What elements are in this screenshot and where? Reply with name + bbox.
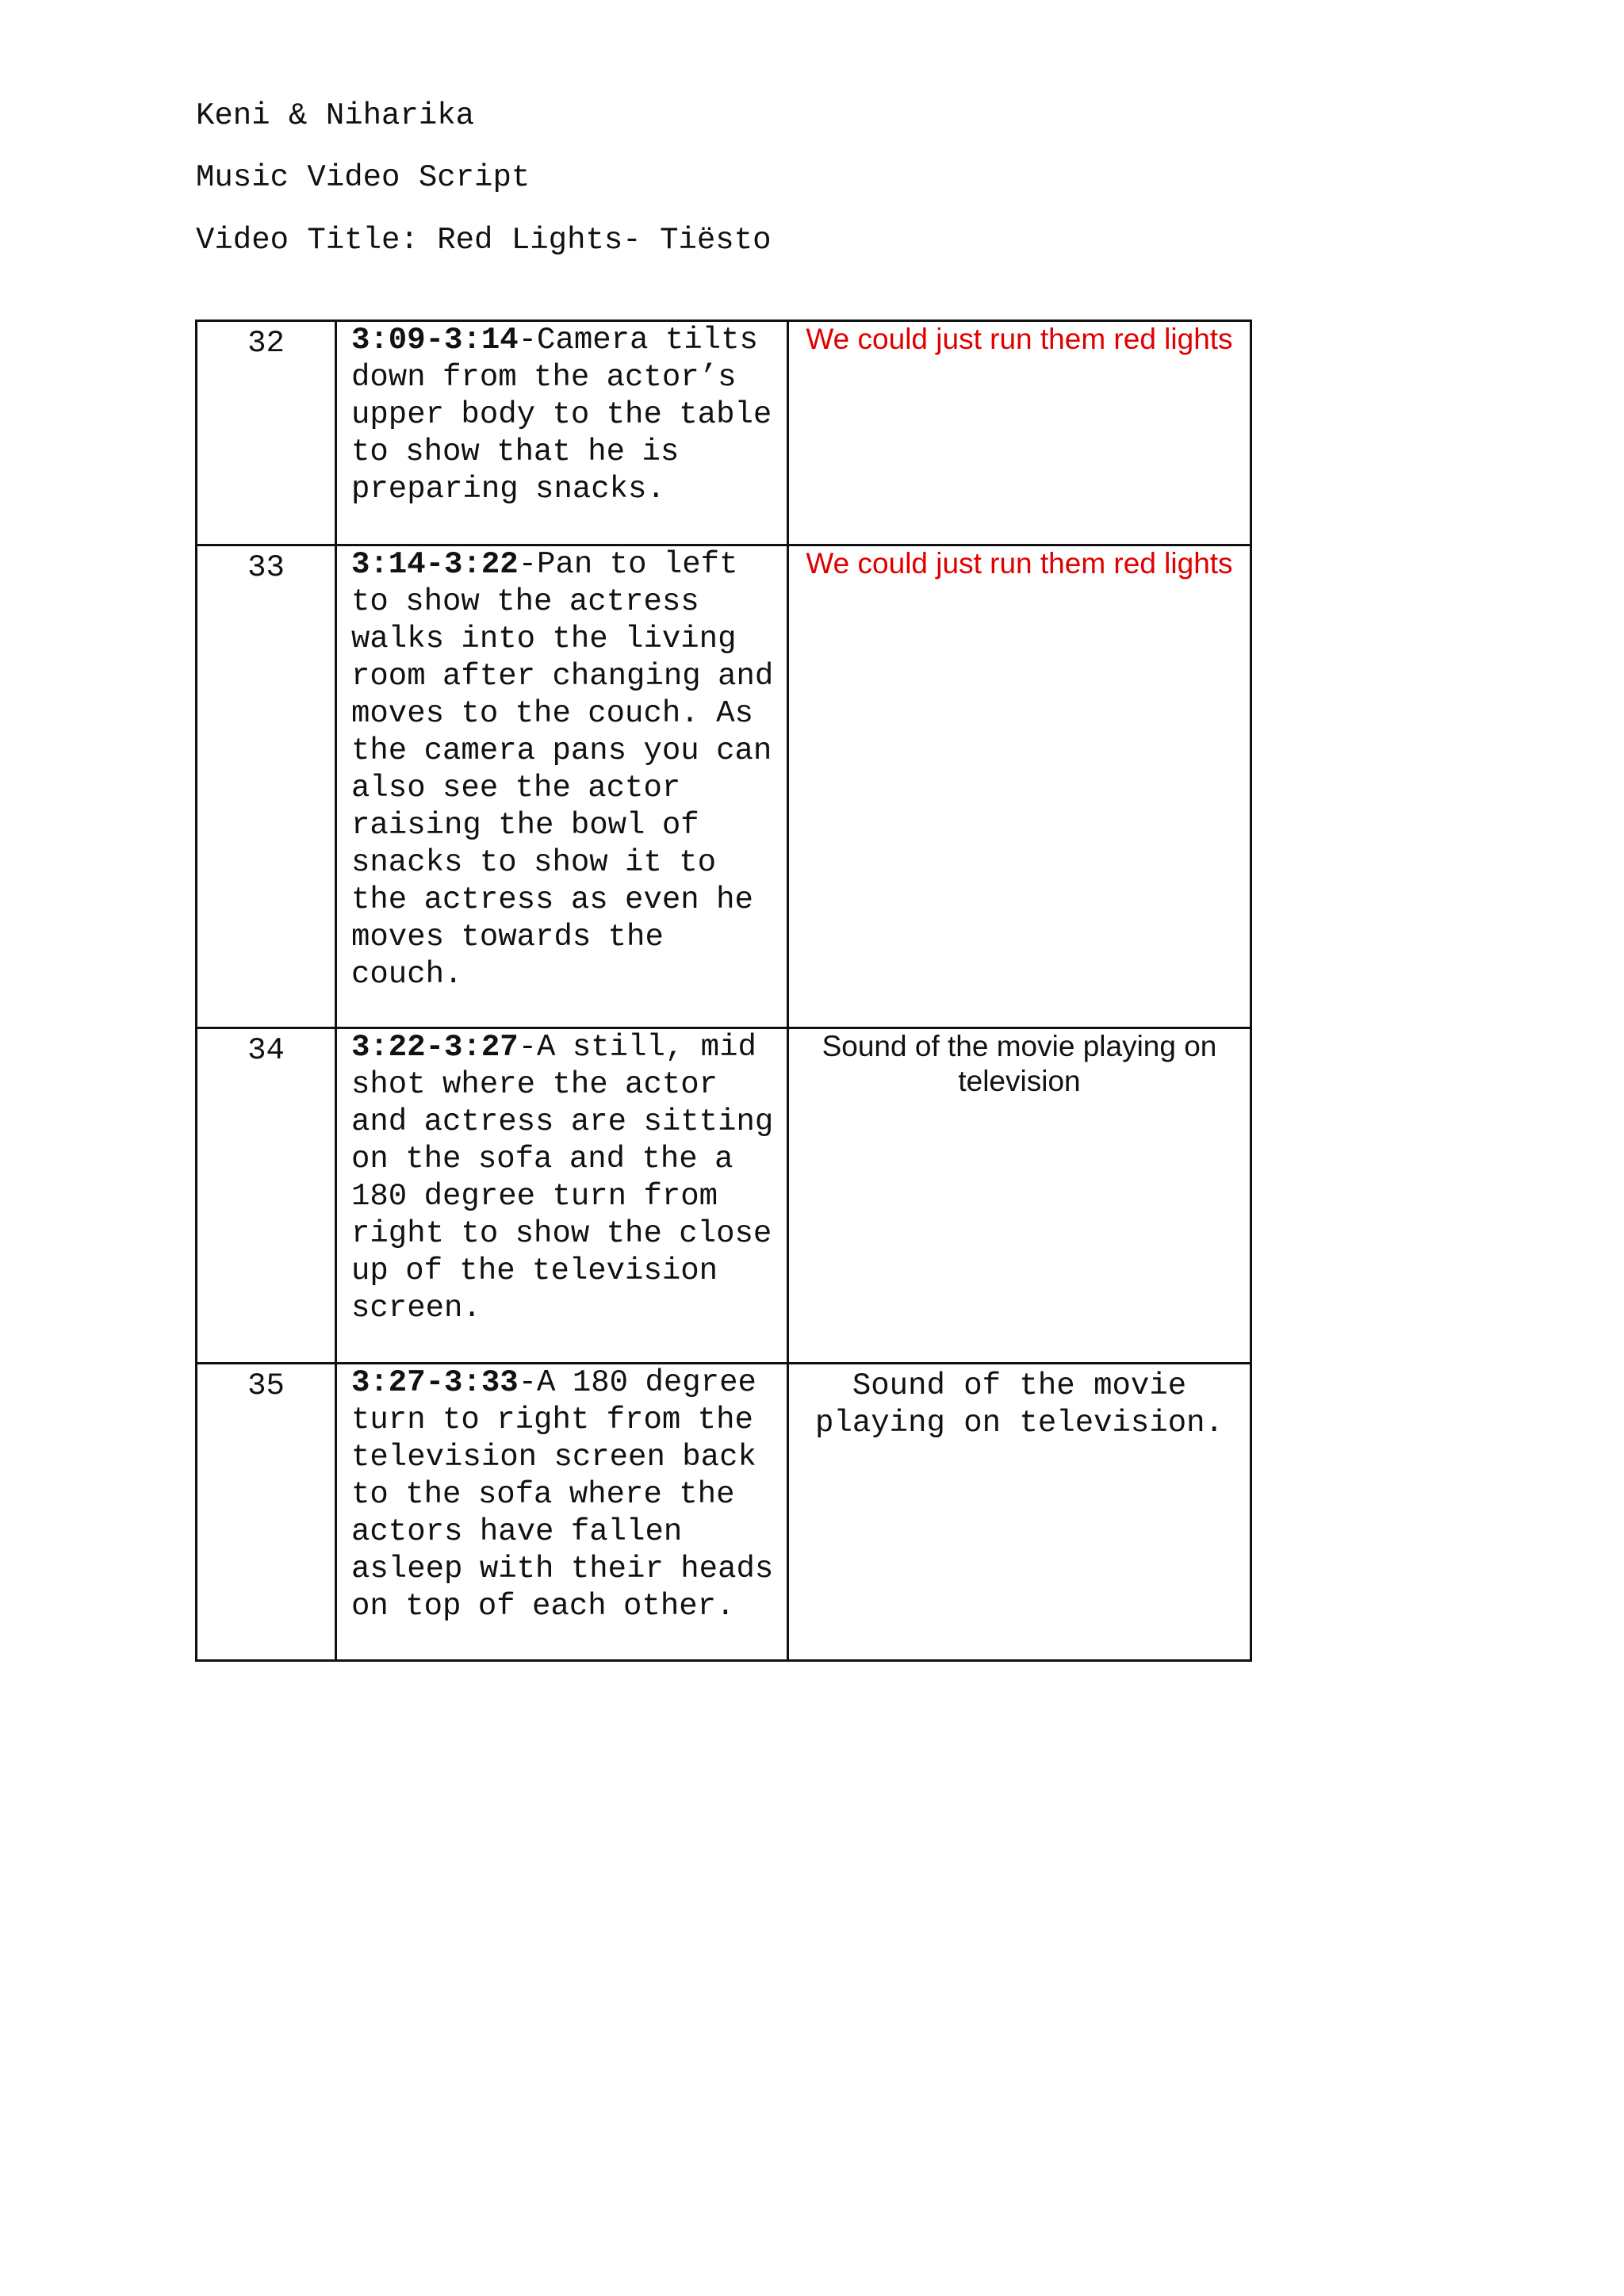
shot-description-text: -A 180 degree turn to right from the television screen back to the sofa where the actors have fallen asleep with their heads on top of each other. bbox=[351, 1365, 774, 1624]
shot-number: 32 bbox=[247, 326, 285, 361]
shot-description-text: -Camera tilts down from the actor’s upper body to the table to show that he is preparing snacks. bbox=[351, 323, 772, 507]
table-row bbox=[197, 1028, 1251, 1364]
shot-number: 33 bbox=[247, 550, 285, 585]
shot-description-cell bbox=[336, 1028, 788, 1364]
video-title-line: Video Title: Red Lights- Tiësto bbox=[196, 223, 772, 258]
script-table bbox=[195, 320, 1252, 1662]
shot-description bbox=[337, 1029, 787, 1327]
shot-number: 35 bbox=[247, 1368, 285, 1403]
table-row bbox=[197, 545, 1251, 1028]
audio-note: Sound of the movie playing on television bbox=[822, 1030, 1217, 1097]
audio-note: We could just run them red lights bbox=[806, 547, 1233, 580]
shot-description bbox=[337, 546, 787, 993]
authors-line: Keni & Niharika bbox=[196, 98, 475, 133]
audio-note-cell bbox=[788, 1364, 1251, 1661]
table-row bbox=[197, 1364, 1251, 1661]
shot-number-cell bbox=[197, 1028, 336, 1364]
shot-number-cell bbox=[197, 545, 336, 1028]
audio-note-cell bbox=[788, 1028, 1251, 1364]
audio-note: We could just run them red lights bbox=[806, 323, 1233, 355]
shot-description bbox=[337, 322, 787, 508]
shot-description-text: -Pan to left to show the actress walks into the living room after changing and moves to the couch. As the camera pans you can also see the actor raising the bowl of snacks to show it to the actress as even he moves towards the couch. bbox=[351, 547, 774, 992]
audio-note-cell bbox=[788, 545, 1251, 1028]
shot-description-cell bbox=[336, 321, 788, 545]
shot-timestamp: 3:14-3:22 bbox=[351, 547, 519, 582]
shot-description bbox=[337, 1364, 787, 1625]
table-row bbox=[197, 321, 1251, 545]
audio-note: Sound of the movie playing on television. bbox=[815, 1368, 1224, 1441]
shot-number: 34 bbox=[247, 1033, 285, 1068]
shot-timestamp: 3:09-3:14 bbox=[351, 323, 519, 358]
shot-timestamp: 3:22-3:27 bbox=[351, 1030, 519, 1065]
document-type-line: Music Video Script bbox=[196, 160, 530, 195]
shot-number-cell bbox=[197, 321, 336, 545]
audio-note-cell bbox=[788, 321, 1251, 545]
shot-description-cell bbox=[336, 545, 788, 1028]
shot-timestamp: 3:27-3:33 bbox=[351, 1365, 519, 1400]
shot-description-cell bbox=[336, 1364, 788, 1661]
shot-number-cell bbox=[197, 1364, 336, 1661]
shot-description-text: -A still, mid shot where the actor and actress are sitting on the sofa and the a 180 degree turn from right to show the close up of the television screen. bbox=[351, 1030, 774, 1326]
